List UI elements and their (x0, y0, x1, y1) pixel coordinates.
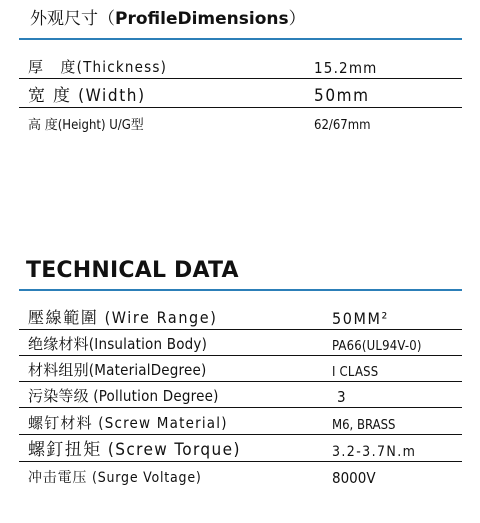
screw-torque-value: 3.2-3.7N.m (332, 444, 417, 460)
surge-voltage-value: 8000V (332, 469, 376, 487)
tech-row-material-degree (19, 356, 462, 382)
technical-title-rule (19, 289, 462, 291)
technical-data-title: TECHNICAL DATA (26, 258, 239, 283)
height-label: 高 度(Height) U/G型 (28, 118, 144, 133)
profile-dimensions-title: 外观尺寸（ProfileDimensions） (30, 9, 306, 29)
profile-title-en: ProfileDimensions (115, 9, 289, 29)
profile-row-width (19, 79, 462, 108)
profile-row-height (19, 108, 462, 134)
thickness-value: 15.2mm (314, 59, 378, 77)
surge-voltage-label: 冲击電压 (Surge Voltage) (28, 470, 202, 486)
wire-range-label: 壓線範圍 (Wire Range) (28, 308, 218, 327)
thickness-label: 厚 度(Thickness) (28, 58, 168, 76)
tech-row-wire-range (19, 304, 462, 330)
insulation-value: PA66(UL94V-0) (332, 339, 422, 354)
screw-material-value: M6, BRASS (332, 418, 396, 433)
tech-row-surge-voltage (19, 462, 462, 488)
material-degree-value: I CLASS (332, 365, 379, 380)
tech-row-insulation (19, 330, 462, 356)
width-label: 宽 度 (Width) (28, 86, 146, 106)
insulation-label: 绝缘材料(Insulation Body) (28, 335, 208, 353)
wire-range-value: 50MM² (332, 309, 389, 328)
height-value: 62/67mm (314, 118, 371, 133)
profile-row-thickness (19, 52, 462, 79)
tech-row-screw-material (19, 408, 462, 435)
width-value: 50mm (314, 86, 370, 106)
profile-title-cn: 外观尺寸 (30, 9, 98, 29)
profile-title-rule (19, 38, 462, 40)
pollution-label: 污染等级 (Pollution Degree) (28, 387, 219, 405)
screw-torque-label: 螺釘扭矩 (Screw Torque) (28, 440, 241, 460)
tech-row-pollution (19, 382, 462, 408)
tech-row-screw-torque (19, 435, 462, 462)
pollution-value: 3 (337, 388, 346, 406)
screw-material-label: 螺钉材料 (Screw Material) (28, 414, 228, 432)
material-degree-label: 材料组别(MaterialDegree) (28, 361, 207, 379)
